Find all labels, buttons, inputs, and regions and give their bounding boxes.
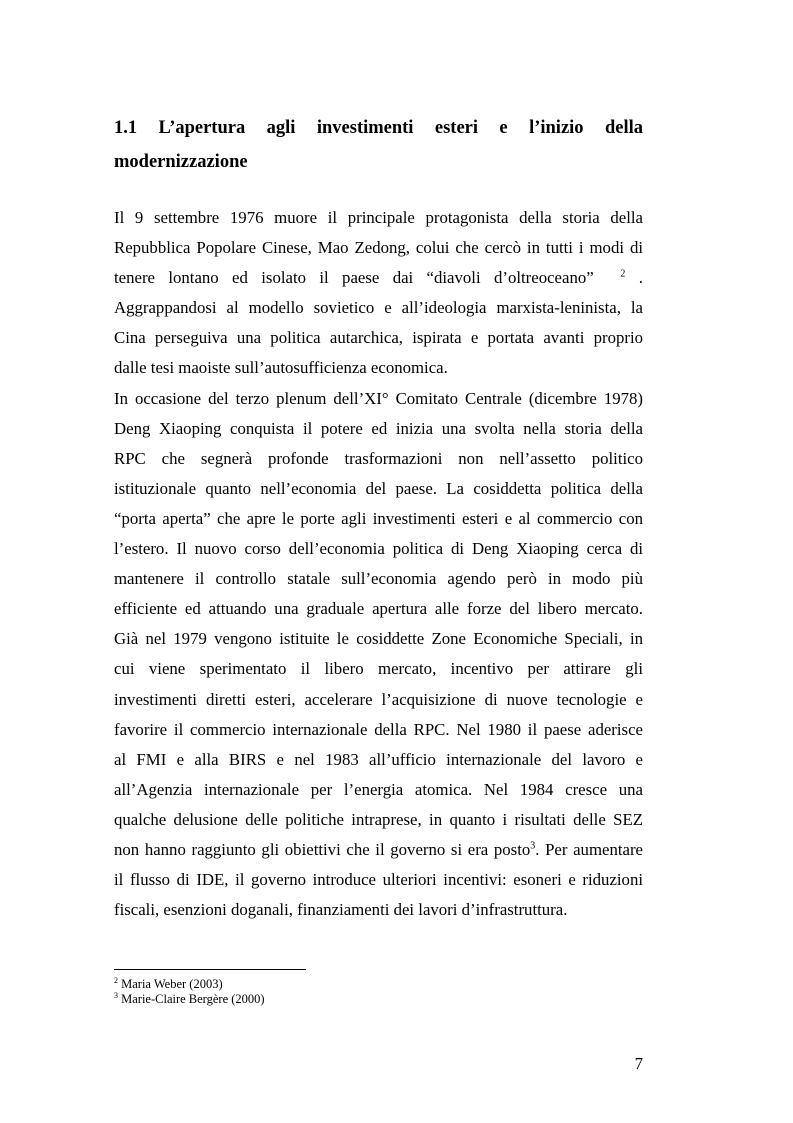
footnote-number: 2: [114, 975, 118, 985]
body-line-with-footnote-2: [114, 263, 643, 293]
body-line: Deng Xiaoping conquista il potere ed inizia una svolta nella storia della: [114, 418, 643, 438]
body-line: Aggrappandosi al modello sovietico e all’ideologia marxista-leninista, la: [114, 298, 643, 318]
body-line: “porta aperta” che apre le porte agli investimenti esteri e al commercio con: [114, 508, 643, 528]
body-line: all’Agenzia internazionale per l’energia atomica. Nel 1984 cresce una: [114, 779, 643, 799]
body-line: favorire il commercio internazionale della RPC. Nel 1980 il paese aderisce: [114, 719, 643, 739]
body-line: cui viene sperimentato il libero mercato, incentivo per attirare gli: [114, 659, 643, 679]
body-line: fiscali, esenzioni doganali, finanziamenti dei lavori d’infrastruttura.: [114, 900, 568, 920]
footnote-separator: [114, 969, 306, 970]
body-line: RPC che segnerà profonde trasformazioni non nell’assetto politico: [114, 448, 643, 468]
body-line-text: tenere lontano ed isolato il paese dai “diavoli d’oltreoceano”: [114, 268, 594, 288]
body-line-tail: .: [638, 268, 643, 288]
section-heading: [114, 111, 643, 179]
body-line: dalle tesi maoiste sull’autosufficienza economica.: [114, 358, 448, 378]
page-number: 7: [634, 1054, 643, 1073]
footnote-ref-3[interactable]: 3: [530, 840, 536, 852]
footnote-text: Maria Weber (2003): [121, 977, 223, 991]
body-line: al FMI e alla BIRS e nel 1983 all’ufficio internazionale del lavoro e: [114, 749, 643, 769]
body-line: investimenti diretti esteri, accelerare l’acquisizione di nuove tecnologie e: [114, 689, 643, 709]
body-paragraphs: [114, 203, 643, 925]
body-line: l’estero. Il nuovo corso dell’economia politica di Deng Xiaoping cerca di: [114, 539, 643, 559]
footnote-ref-2[interactable]: 2: [620, 268, 626, 280]
body-line: In occasione del terzo plenum dell’XI° Comitato Centrale (dicembre 1978): [114, 388, 643, 408]
body-line: Cina perseguiva una politica autarchica, ispirata e portata avanti proprio: [114, 328, 643, 348]
body-line-text: non hanno raggiunto gli obiettivi che il governo si era posto: [114, 839, 531, 859]
body-line: qualche delusione delle politiche intraprese, in quanto i risultati delle SEZ: [114, 809, 643, 829]
footnote-number: 3: [114, 990, 118, 1000]
body-line: mantenere il controllo statale sull’economia agendo però in modo più: [114, 569, 643, 589]
body-line: efficiente ed attuando una graduale apertura alle forze del libero mercato.: [114, 599, 643, 619]
footnote-text: Marie-Claire Bergère (2000): [121, 992, 265, 1006]
body-line: Repubblica Popolare Cinese, Mao Zedong, colui che cercò in tutti i modi di: [114, 238, 643, 258]
footnotes: [114, 977, 643, 1007]
body-line-with-footnote-3: [114, 835, 643, 865]
body-line-tail: . Per aumentare: [535, 839, 643, 859]
body-line: istituzionale quanto nell’economia del paese. La cosiddetta politica della: [114, 478, 643, 498]
body-line: Il 9 settembre 1976 muore il principale protagonista della storia della: [114, 208, 643, 227]
footnote-item: [114, 977, 643, 992]
body-line: il flusso di IDE, il governo introduce ulteriori incentivi: esoneri e riduzioni: [114, 870, 643, 890]
footnote-item: [114, 992, 643, 1007]
section-heading-line-2: modernizzazione: [114, 152, 248, 172]
section-heading-line-1: 1.1 L’apertura agli investimenti esteri e l’inizio della: [114, 118, 643, 138]
body-line: Già nel 1979 vengono istituite le cosiddette Zone Economiche Speciali, in: [114, 629, 643, 649]
